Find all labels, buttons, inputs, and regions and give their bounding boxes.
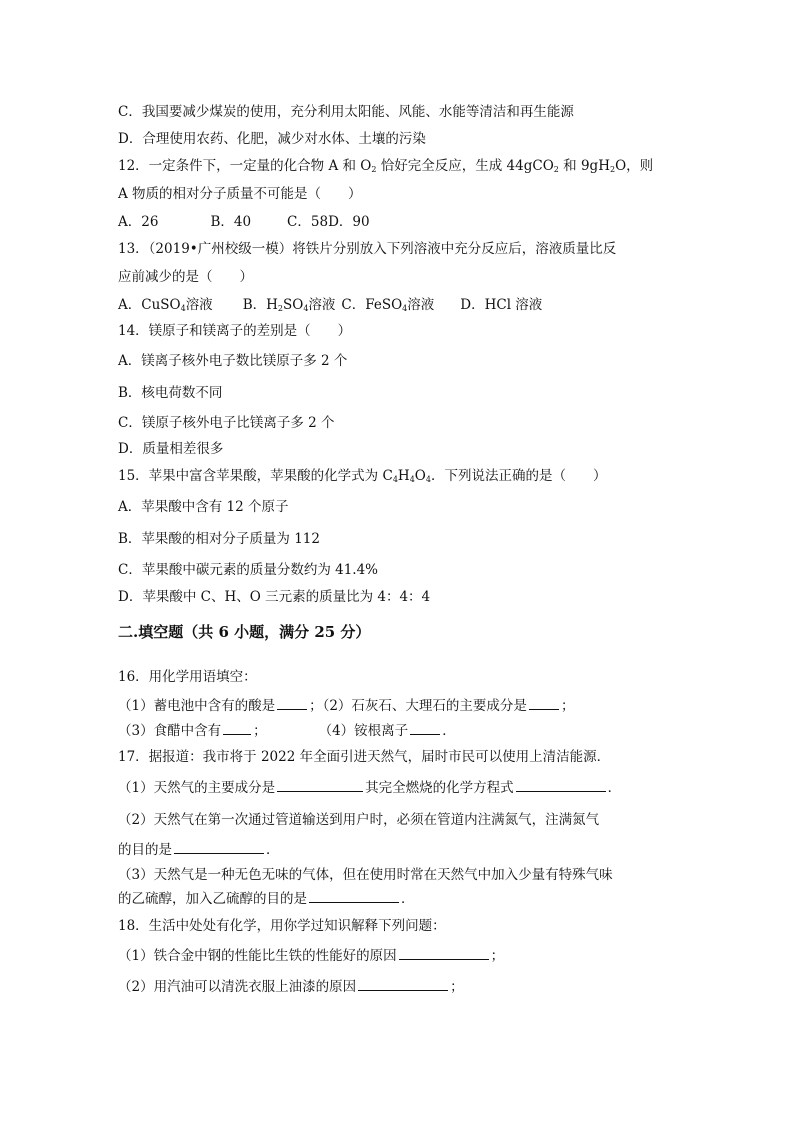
q14-option-b: B．核电荷数不同 <box>118 385 223 401</box>
answer-blank[interactable] <box>516 779 606 792</box>
question-12: 12．一定条件下，一定量的化合物 A 和 $O_2$ 恰好完全反应，生成 44gCO$_2$ 和 $9gH_2O$，则 <box>118 158 654 174</box>
answer-blank[interactable] <box>277 779 363 792</box>
option-d: D．90 <box>328 214 370 230</box>
question-17-line1: （1）天然气的主要成分是 其完全燃烧的化学方程式 ． <box>118 780 622 796</box>
answer-blank[interactable] <box>358 978 448 991</box>
answer-blank[interactable] <box>410 722 440 735</box>
option-b: B．40 <box>210 214 252 230</box>
question-13-line2: 应前减少的是（ ） <box>118 269 253 285</box>
question-16: 16．用化学用语填空： <box>118 669 257 685</box>
answer-blank[interactable] <box>223 722 251 735</box>
q11-option-d: D．合理使用农药、化肥，减少对水体、土壤的污染 <box>118 131 426 147</box>
question-12-line2: A 物质的相对分子质量不可能是（ ） <box>118 186 362 202</box>
answer-blank[interactable] <box>277 697 307 710</box>
q14-option-a: A．镁离子核外电子数比镁原子多 2 个 <box>118 353 348 369</box>
question-18: 18．生活中处处有化学，用你学过知识解释下列问题： <box>118 918 446 934</box>
question-14: 14．镁原子和镁离子的差别是（ ） <box>118 323 352 339</box>
answer-blank[interactable] <box>309 890 399 903</box>
q15-option-a: A．苹果酸中含有 12 个原子 <box>118 499 289 515</box>
section-heading: 二.填空题（共 6 小题，满分 25 分） <box>118 623 371 641</box>
q14-option-d: D．质量相差很多 <box>118 441 224 457</box>
question-13-options <box>118 296 542 318</box>
question-17: 17．据报道：我市将于 2022 年全面引进天然气，届时市民可以使用上清洁能源． <box>118 749 611 765</box>
question-17-line4: （3）天然气是一种无色无味的气体，但在使用时常在天然气中加入少量有特殊气味 <box>118 867 613 883</box>
option-a: A．CuSO$_4$溶液 <box>118 297 213 313</box>
option-c: C．FeSO$_4$溶液 <box>341 297 435 313</box>
question-17-line3: 的目的是 ． <box>118 842 280 858</box>
option-a: A．26 <box>118 214 159 230</box>
question-12-options <box>118 213 370 231</box>
question-17-line2: （2）天然气在第一次通过管道输送到用户时，必须在管道内注满氮气，注满氮气 <box>118 812 600 828</box>
question-16-line1: （1）蓄电池中含有的酸是 ；（2）石灰石、大理石的主要成分是 ； <box>118 698 575 714</box>
answer-blank[interactable] <box>174 841 264 854</box>
answer-blank[interactable] <box>399 947 489 960</box>
q11-option-c: C．我国要减少煤炭的使用，充分利用太阳能、风能、水能等清洁和再生能源 <box>118 104 574 120</box>
question-18-line2: （2）用汽油可以清洗衣服上油漆的原因 ； <box>118 979 464 995</box>
option-d: D．HCl 溶液 <box>460 297 543 313</box>
answer-blank[interactable] <box>529 697 559 710</box>
question-18-line1: （1）铁合金中钢的性能比生铁的性能好的原因 ； <box>118 948 505 964</box>
question-17-line5: 的乙硫醇，加入乙硫醇的目的是 ． <box>118 891 415 907</box>
question-15: 15．苹果中富含苹果酸，苹果酸的化学式为 $C_4H_4O_4$．下列说法正确的是（ ） <box>118 468 607 484</box>
q15-option-c: C．苹果酸中碳元素的质量分数约为 41.4% <box>118 562 379 578</box>
question-13: 13．（2019•广州校级一模）将铁片分别放入下列溶液中充分反应后，溶液质量比反 <box>118 241 617 257</box>
q15-option-b: B．苹果酸的相对分子质量为 112 <box>118 531 320 547</box>
option-c: C．58 <box>287 214 329 230</box>
question-16-line2: （3）食醋中含有 ； （4）铵根离子 ． <box>118 723 456 739</box>
q14-option-c: C．镁原子核外电子比镁离子多 2 个 <box>118 415 335 431</box>
q15-option-d: D．苹果酸中 C、H、O 三元素的质量比为 4：4：4 <box>118 589 431 605</box>
option-b: B．$H_2SO_4$溶液 <box>242 297 336 313</box>
